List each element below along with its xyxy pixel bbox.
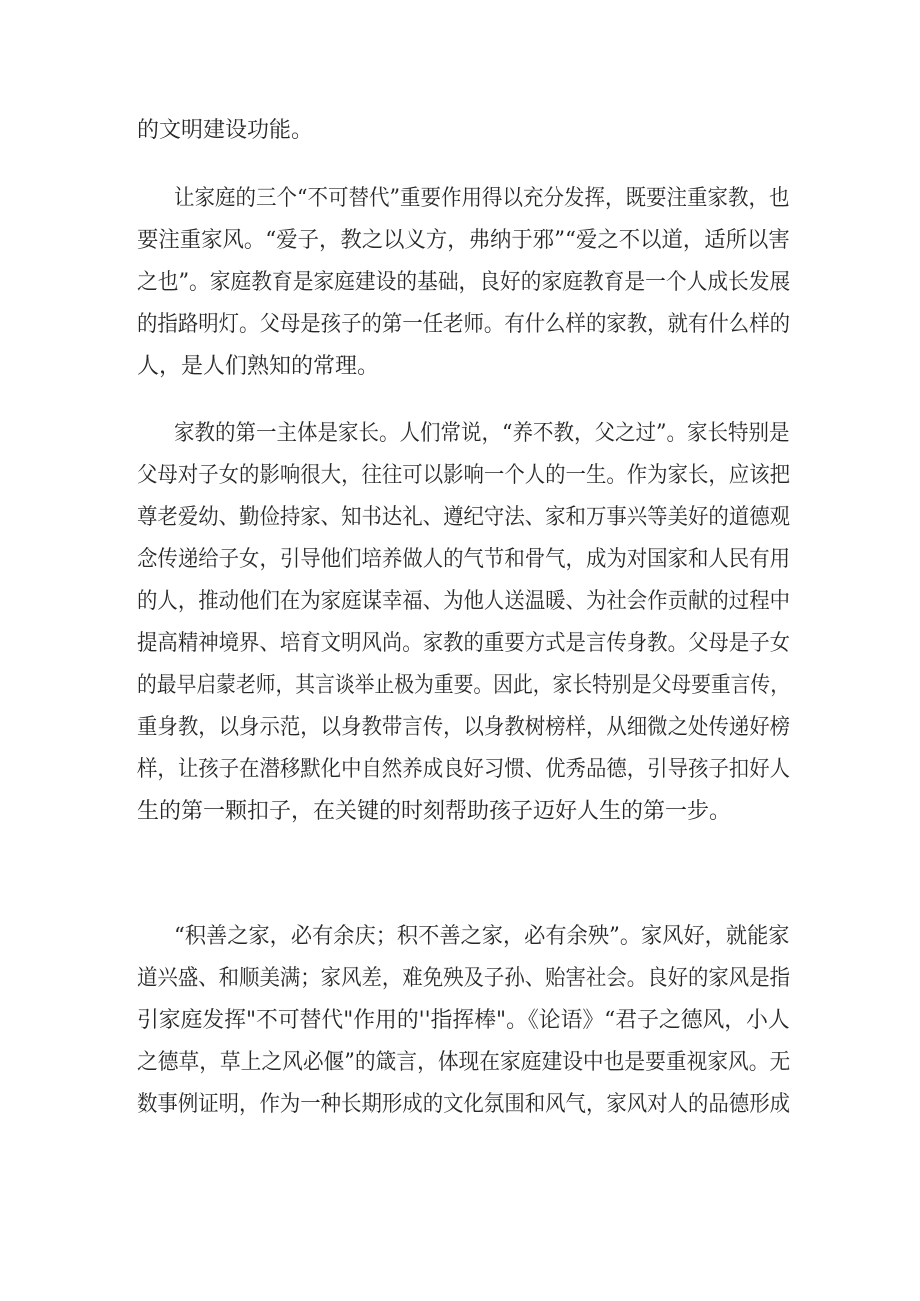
text-line: 的指路明灯。父母是孩子的第一任老师。有什么样的家教，就有什么样的	[137, 312, 791, 337]
text-line: 提高精神境界、培育文明风尚。家教的重要方式是言传身教。父母是子女	[137, 631, 791, 656]
text-line: 数事例证明，作为一种长期形成的文化氛围和风气，家风对人的品德形成	[137, 1092, 791, 1117]
text-line: 家教的第一主体是家长。人们常说，“养不教，父之过”。家长特别是	[174, 421, 790, 446]
text-line: 人，是人们熟知的常理。	[137, 354, 380, 379]
text-line: “积善之家，必有余庆；积不善之家，必有余殃”。家风好，就能家	[174, 924, 790, 949]
text-line: 让家庭的三个“不可替代”重要作用得以充分发挥，既要注重家教，也	[174, 186, 790, 211]
text-line: 的文明建设功能。	[137, 118, 314, 143]
text-line: 念传递给子女，引导他们培养做人的气节和骨气，成为对国家和人民有用	[137, 547, 791, 572]
text-line: 的最早启蒙老师，其言谈举止极为重要。因此，家长特别是父母要重言传，	[137, 673, 791, 698]
text-line: 要注重家风。“爱子，教之以义方，弗纳于邪”“爱之不以道，适所以害	[137, 228, 790, 253]
text-line: 生的第一颗扣子，在关键的时刻帮助孩子迈好人生的第一步。	[137, 799, 732, 824]
text-line: 之也”。家庭教育是家庭建设的基础，良好的家庭教育是一个人成长发展	[137, 270, 791, 295]
text-line: 之德草，草上之风必偃”的箴言，体现在家庭建设中也是要重视家风。无	[137, 1050, 791, 1075]
text-line: 样，让孩子在潜移默化中自然养成良好习惯、优秀品德，引导孩子扣好人	[137, 757, 791, 782]
text-line: 道兴盛、和顺美满；家风差，难免殃及子孙、贻害社会。良好的家风是指	[137, 966, 791, 991]
text-line: 重身教，以身示范，以身教带言传，以身教树榜样，从细微之处传递好榜	[137, 715, 791, 740]
text-line: 的人，推动他们在为家庭谋幸福、为他人送温暖、为社会作贡献的过程中	[137, 589, 791, 614]
text-line: 尊老爱幼、勤俭持家、知书达礼、遵纪守法、家和万事兴等美好的道德观	[137, 505, 791, 530]
text-line: 父母对子女的影响很大，往往可以影响一个人的一生。作为家长，应该把	[137, 463, 791, 488]
text-line: 引家庭发挥"不可替代"作用的''指挥棒"。《论语》“君子之德风，小人	[137, 1008, 790, 1033]
